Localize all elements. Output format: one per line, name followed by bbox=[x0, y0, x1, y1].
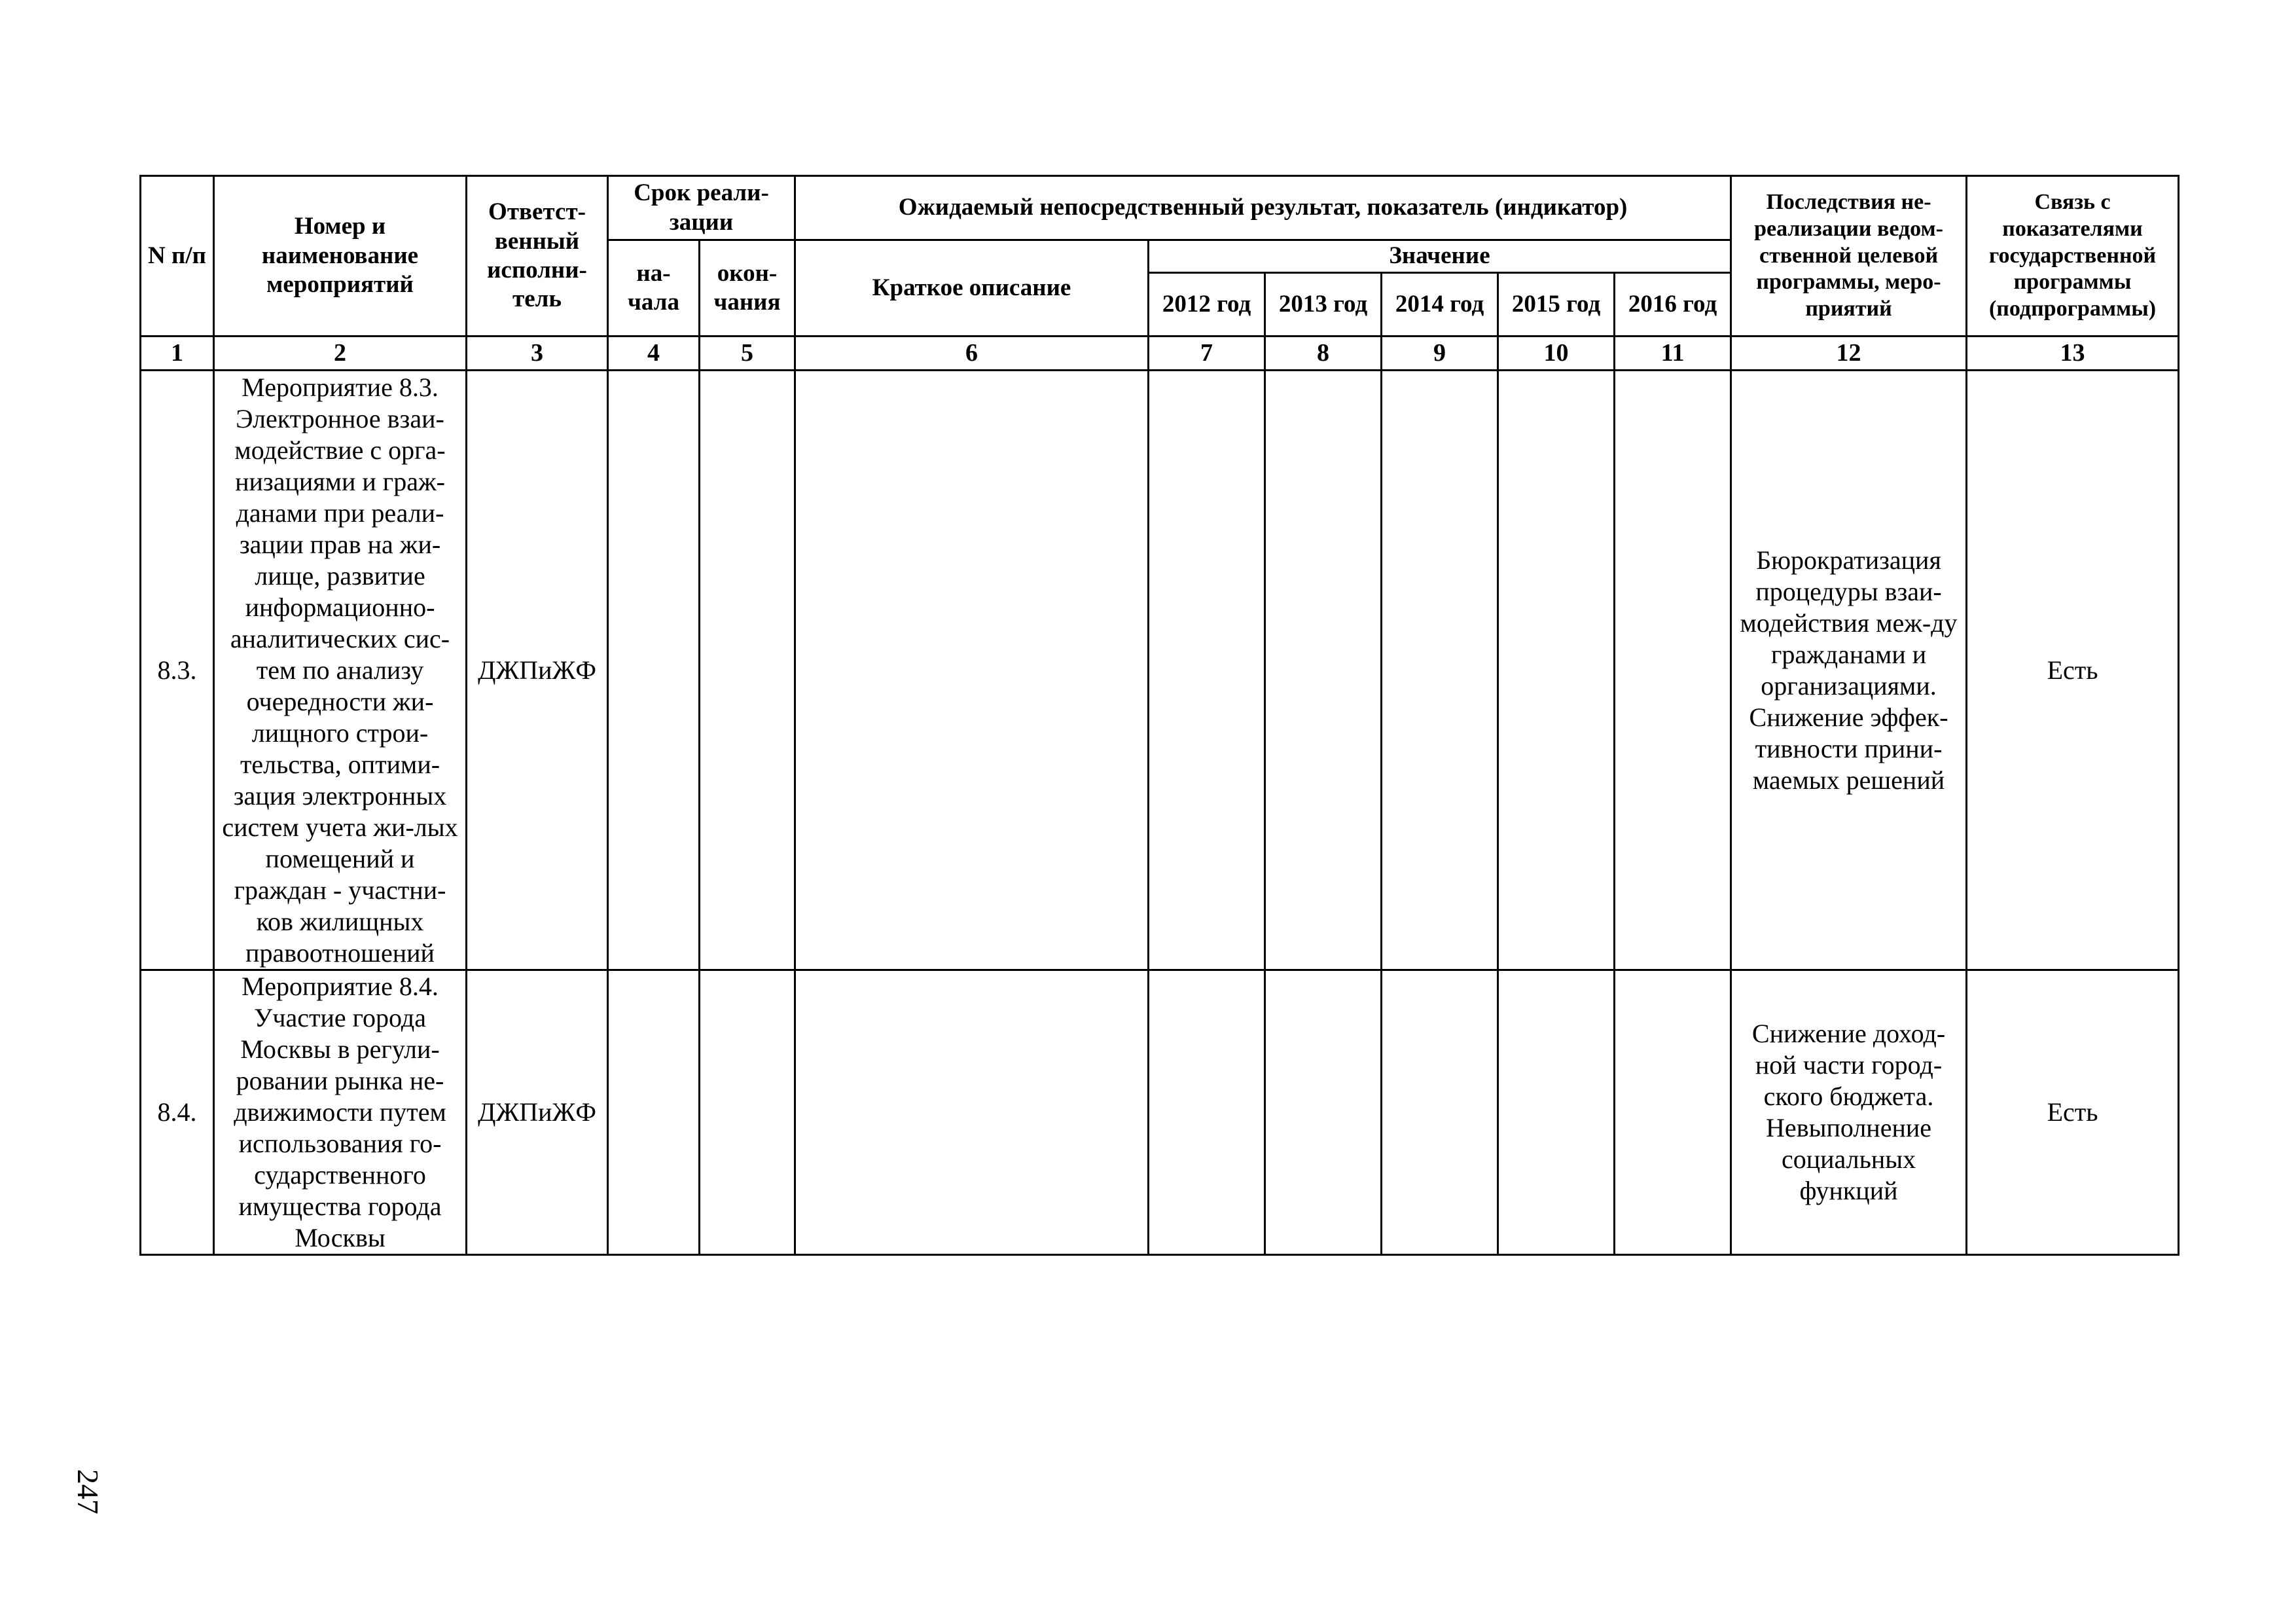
header-short-description: Краткое описание bbox=[795, 240, 1149, 337]
consequences: Бюрократизация процедуры взаи-модействия меж-ду гражданами и организациями. Снижение эффек-тивности прини-маемых решений bbox=[1731, 371, 1967, 970]
column-number: 3 bbox=[467, 337, 608, 371]
header-end: окон-чания bbox=[700, 240, 795, 337]
start-cell bbox=[608, 371, 700, 970]
header-number: N п/п bbox=[141, 176, 214, 337]
consequences: Снижение доход-ной части город-ского бюджета. Невыполнение социальных функций bbox=[1731, 970, 1967, 1255]
value-2015-cell bbox=[1498, 371, 1615, 970]
column-number: 1 bbox=[141, 337, 214, 371]
header-year-2016: 2016 год bbox=[1615, 273, 1731, 337]
value-2016-cell bbox=[1615, 371, 1731, 970]
value-2015-cell bbox=[1498, 970, 1615, 1255]
column-number: 13 bbox=[1967, 337, 2179, 371]
page-number-text: 247 bbox=[71, 1469, 105, 1514]
value-2013-cell bbox=[1265, 970, 1382, 1255]
header-activity-name: Номер и наименование мероприятий bbox=[214, 176, 467, 337]
header-year-2013: 2013 год bbox=[1265, 273, 1382, 337]
executor: ДЖПиЖФ bbox=[467, 371, 608, 970]
header-year-2012: 2012 год bbox=[1149, 273, 1265, 337]
value-2013-cell bbox=[1265, 371, 1382, 970]
column-number: 9 bbox=[1382, 337, 1498, 371]
column-number: 4 bbox=[608, 337, 700, 371]
executor: ДЖПиЖФ bbox=[467, 970, 608, 1255]
row-number: 8.3. bbox=[141, 371, 214, 970]
description-cell bbox=[795, 970, 1149, 1255]
program-table bbox=[139, 175, 2179, 1256]
column-number: 7 bbox=[1149, 337, 1265, 371]
table-row bbox=[141, 970, 2179, 1255]
start-cell bbox=[608, 970, 700, 1255]
value-2014-cell bbox=[1382, 970, 1498, 1255]
end-cell bbox=[700, 371, 795, 970]
table-row bbox=[141, 371, 2179, 970]
value-2012-cell bbox=[1149, 371, 1265, 970]
value-2012-cell bbox=[1149, 970, 1265, 1255]
row-number: 8.4. bbox=[141, 970, 214, 1255]
description-cell bbox=[795, 371, 1149, 970]
program-link: Есть bbox=[1967, 371, 2179, 970]
value-2014-cell bbox=[1382, 371, 1498, 970]
end-cell bbox=[700, 970, 795, 1255]
header-value: Значение bbox=[1149, 240, 1731, 273]
program-link: Есть bbox=[1967, 970, 2179, 1255]
header-consequences: Последствия не-реализации ведом-ственной целевой программы, меро-приятий bbox=[1731, 176, 1967, 337]
header-executor: Ответст-венный исполни-тель bbox=[467, 176, 608, 337]
column-number: 10 bbox=[1498, 337, 1615, 371]
header-year-2014: 2014 год bbox=[1382, 273, 1498, 337]
column-number: 5 bbox=[700, 337, 795, 371]
activity-name: Мероприятие 8.4. Участие города Москвы в регули-ровании рынка не-движимости путем использования го-сударственного имущества города Москвы bbox=[214, 970, 467, 1255]
value-2016-cell bbox=[1615, 970, 1731, 1255]
column-number: 8 bbox=[1265, 337, 1382, 371]
column-number: 2 bbox=[214, 337, 467, 371]
column-number: 12 bbox=[1731, 337, 1967, 371]
header-start: на-чала bbox=[608, 240, 700, 337]
header-expected-result: Ожидаемый непосредственный результат, показатель (индикатор) bbox=[795, 176, 1731, 240]
header-term: Срок реали-зации bbox=[608, 176, 795, 240]
column-number: 11 bbox=[1615, 337, 1731, 371]
column-number: 6 bbox=[795, 337, 1149, 371]
header-year-2015: 2015 год bbox=[1498, 273, 1615, 337]
activity-name: Мероприятие 8.3. Электронное взаи-модействие с орга-низациями и граж-данами при реали-зации прав на жи-лище, развитие информационно-аналитических сис-тем по анализу очередности жи-лищного строи-тельства, оптими-зация электронных систем учета жи-лых помещений и граждан - участни-ков жилищных правоотношений bbox=[214, 371, 467, 970]
header-link: Связь с показателями государственной программы (подпрограммы) bbox=[1967, 176, 2179, 337]
